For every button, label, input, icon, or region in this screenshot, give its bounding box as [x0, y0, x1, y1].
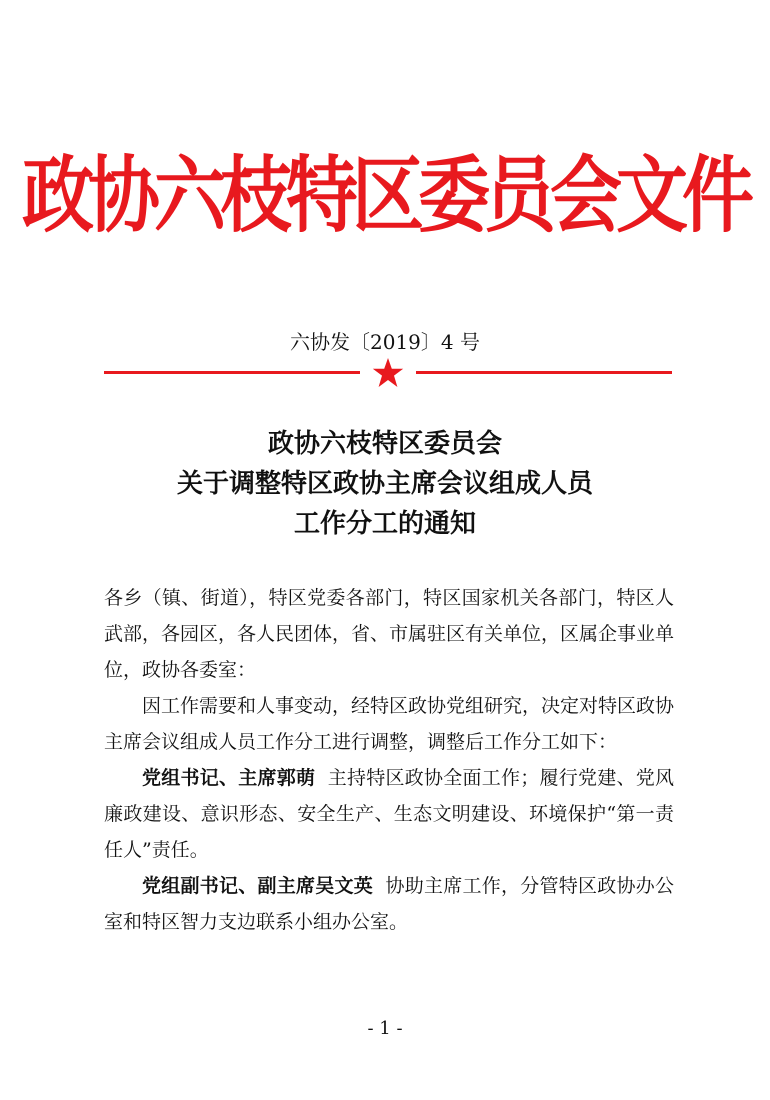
title-line-2: 关于调整特区政协主席会议组成人员	[176, 469, 593, 499]
notice-title	[0, 424, 770, 544]
page-number: - 1 -	[367, 1018, 403, 1039]
intro-paragraph: 因工作需要和人事变动，经特区政协党组研究，决定对特区政协主席会议组成人员工作分工进行调整，调整后工作分工如下：	[104, 695, 675, 753]
document-number: 六协发〔2019〕4 号	[290, 330, 480, 354]
red-divider-left	[104, 371, 360, 374]
assignment-paragraph	[104, 760, 674, 868]
star-icon	[372, 358, 404, 388]
assignment-duty: 主持特区政协全面工作；履行党建、党风廉政建设、意识形态、安全生产、生态文明建设、环境保护“第一责任人”责任。	[104, 767, 674, 861]
assignment-role: 党组副书记、副主席吴文英	[142, 875, 373, 897]
assignment-paragraph	[104, 868, 674, 940]
assignment-role: 党组书记、主席郭萌	[142, 767, 316, 789]
recipients-paragraph: 各乡（镇、街道），特区党委各部门，特区国家机关各部门，特区人武部，各园区，各人民团体，省、市属驻区有关单位，区属企事业单位，政协各委室：	[104, 587, 675, 681]
assignment-duty: 协助主席工作，分管特区政协办公室和特区智力支边联系小组办公室。	[104, 875, 674, 933]
document-masthead: 政协六枝特区委员会文件	[21, 146, 748, 244]
title-line-1: 政协六枝特区委员会	[267, 429, 502, 459]
title-line-3: 工作分工的通知	[293, 509, 476, 539]
red-divider-right	[416, 371, 672, 374]
notice-body	[104, 580, 674, 940]
